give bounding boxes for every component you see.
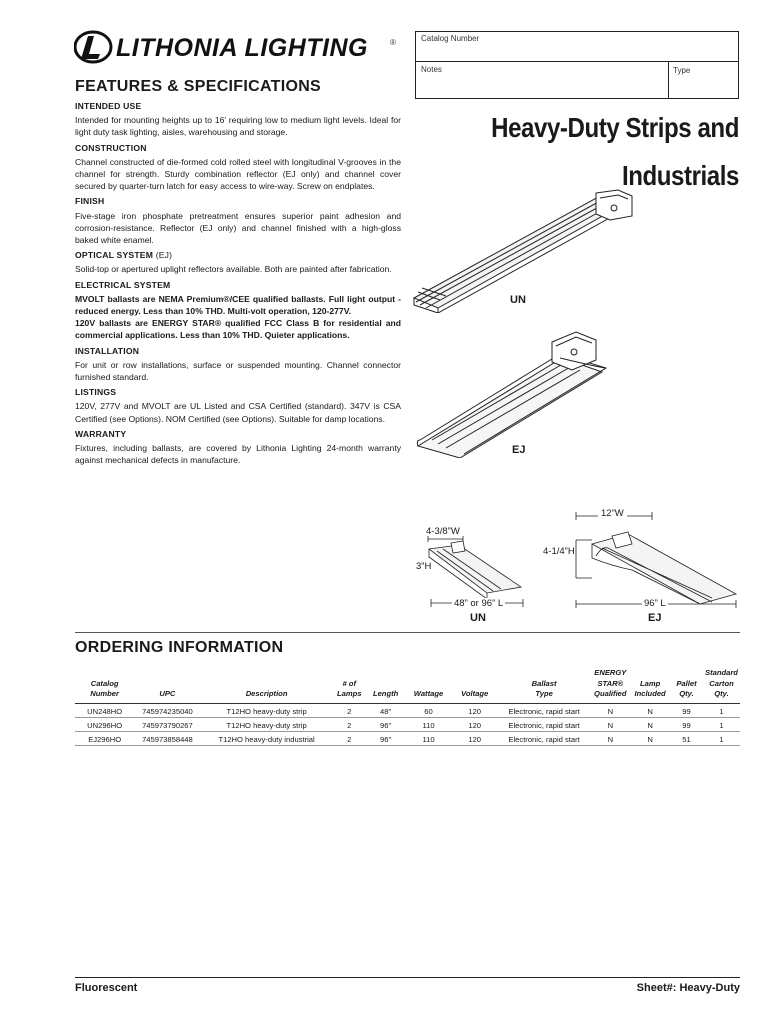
cell-pallet-qty: 99 [670,703,703,717]
ej-height-dimension: 4-1/4”H [543,546,575,557]
catalog-box [415,31,739,99]
un-width-dimension: 4-3/8”W [426,526,460,537]
cell-wattage: 60 [405,703,451,717]
features-heading: FEATURES & SPECIFICATIONS [75,78,322,95]
cell-lamps: 2 [333,731,366,745]
listings-heading: LISTINGS [75,387,117,398]
un-length-dimension: 48” or 96” L [454,598,504,609]
cell-ballast-type: Electronic, rapid start [498,703,591,717]
cell-catalog-number: UN248HO [75,703,134,717]
cell-wattage: 110 [405,731,451,745]
footer-divider [75,977,740,978]
intended-use-heading: INTENDED USE [75,101,142,111]
footer-category: Fluorescent [75,982,138,994]
type-label: Type [673,66,691,75]
optical-heading-sub: (EJ) [155,250,173,261]
col-lamp-included: Lamp Included [630,668,670,703]
cell-voltage: 120 [452,731,498,745]
ej-length-dimension: 96” L [644,598,666,609]
intended-use-text: Intended for mounting heights up to 16' requiring low to medium light levels. Ideal for light duty task lighting, aisles, warehousing and storage. [75,115,401,138]
title-line-1: Heavy-Duty Strips and [491,112,739,143]
ej-dimension-drawing [572,508,740,608]
footer-sheet-number: Sheet#: Heavy-Duty [636,982,740,994]
cell-lamp-included: N [630,731,670,745]
col-energy-star: ENERGY STAR® Qualified [590,668,630,703]
cell-lamp-included: N [630,703,670,717]
lithonia-logo-icon [74,30,114,64]
ordering-heading: ORDERING INFORMATION [75,639,284,656]
finish-heading: FINISH [75,196,105,207]
un-dimension-caption: UN [470,612,486,624]
cell-description: T12HO heavy-duty industrial [201,731,333,745]
ordering-header-row [75,668,740,703]
cell-catalog-number: EJ296HO [75,731,134,745]
cell-length: 48" [366,703,406,717]
cell-wattage: 110 [405,717,451,731]
catalog-number-label: Catalog Number [421,34,480,43]
cell-energy-star: N [590,731,630,745]
installation-text: For unit or row installations, surface or suspended mounting. Channel connector furnished standard. [75,359,401,383]
cell-carton-qty: 1 [703,717,740,731]
cell-lamps: 2 [333,717,366,731]
warranty-text: Fixtures, including ballasts, are covered by Lithonia Lighting 24-month warranty against mechanical defects in manufacture. [75,443,401,466]
electrical-text-2: 120V ballasts are ENERGY STAR® qualified FCC Class B for residential and commercial applications. Less than 10% THD. Quieter applications. [75,318,401,341]
col-length: Length [366,668,406,703]
title-line-2: Industrials [621,160,739,191]
construction-heading: CONSTRUCTION [75,142,147,153]
cell-lamps: 2 [333,703,366,717]
cell-voltage: 120 [452,717,498,731]
brand-name: LITHONIA LIGHTING [116,34,368,62]
col-pallet-qty: Pallet Qty. [670,668,703,703]
ej-width-dimension: 12”W [598,508,627,519]
ordering-table [75,668,740,746]
optical-heading-main: OPTICAL SYSTEM [75,250,154,261]
cell-pallet-qty: 51 [670,731,703,745]
cell-carton-qty: 1 [703,703,740,717]
registered-mark: ® [390,38,396,47]
brand-logo [74,30,404,68]
ej-fixture-illustration [412,328,612,458]
col-lamps: # of Lamps [333,668,366,703]
ej-dimension-caption: EJ [648,612,662,624]
cell-ballast-type: Electronic, rapid start [498,731,591,745]
cell-voltage: 120 [452,703,498,717]
cell-length: 96" [366,731,406,745]
table-row [75,703,740,717]
section-divider [75,632,740,633]
electrical-text-1: MVOLT ballasts are NEMA Premium®/CEE qualified ballasts. Full light output - reduced energy. Less than 10% THD. Multi-volt operation, 120-277V. [75,293,401,317]
col-carton-qty: Standard Carton Qty. [703,668,740,703]
optical-heading [75,249,401,261]
table-row [75,731,740,745]
cell-upc: 745973858448 [134,731,200,745]
cell-length: 96" [366,717,406,731]
warranty-heading: WARRANTY [75,428,127,439]
cell-description: T12HO heavy-duty strip [201,717,333,731]
col-wattage: Wattage [405,668,451,703]
col-voltage: Voltage [452,668,498,703]
electrical-heading: ELECTRICAL SYSTEM [75,279,171,290]
cell-energy-star: N [590,717,630,731]
installation-heading: INSTALLATION [75,345,140,356]
un-label: UN [510,294,526,306]
notes-label: Notes [421,65,442,74]
cell-description: T12HO heavy-duty strip [201,703,333,717]
cell-ballast-type: Electronic, rapid start [498,717,591,731]
finish-text: Five-stage iron phosphate pretreatment ensures superior paint adhesion and corrosion-resistance. Reflector (EJ only) and channel finished with a high-gloss baked white enamel. [75,210,401,246]
cell-catalog-number: UN296HO [75,717,134,731]
construction-text: Channel constructed of die-formed cold rolled steel with longitudinal V-grooves in the channel for strength. Sturdy combination reflector (EJ only) and channel cover secured by quarter-turn latch for easy access to wire-way. Screw on endplates. [75,156,401,192]
ej-label: EJ [512,444,526,456]
cell-energy-star: N [590,703,630,717]
cell-upc: 745974235040 [134,703,200,717]
table-row [75,717,740,731]
col-ballast-type: Ballast Type [498,668,591,703]
listings-text: 120V, 277V and MVOLT are UL Listed and CSA Certified (standard). 347V is CSA Certified (see Options). NOM Certified (see Options). Suitable for damp locations. [75,401,401,424]
cell-lamp-included: N [630,717,670,731]
cell-carton-qty: 1 [703,731,740,745]
cell-pallet-qty: 99 [670,717,703,731]
cell-upc: 745973790267 [134,717,200,731]
features-column [75,98,401,469]
col-upc: UPC [134,668,200,703]
un-height-dimension: 3”H [416,561,432,572]
page-title [447,104,739,200]
col-catalog-number: Catalog Number [75,668,134,703]
col-description: Description [201,668,333,703]
optical-text: Solid-top or apertured uplight reflectors available. Both are painted after fabrication. [75,264,392,275]
